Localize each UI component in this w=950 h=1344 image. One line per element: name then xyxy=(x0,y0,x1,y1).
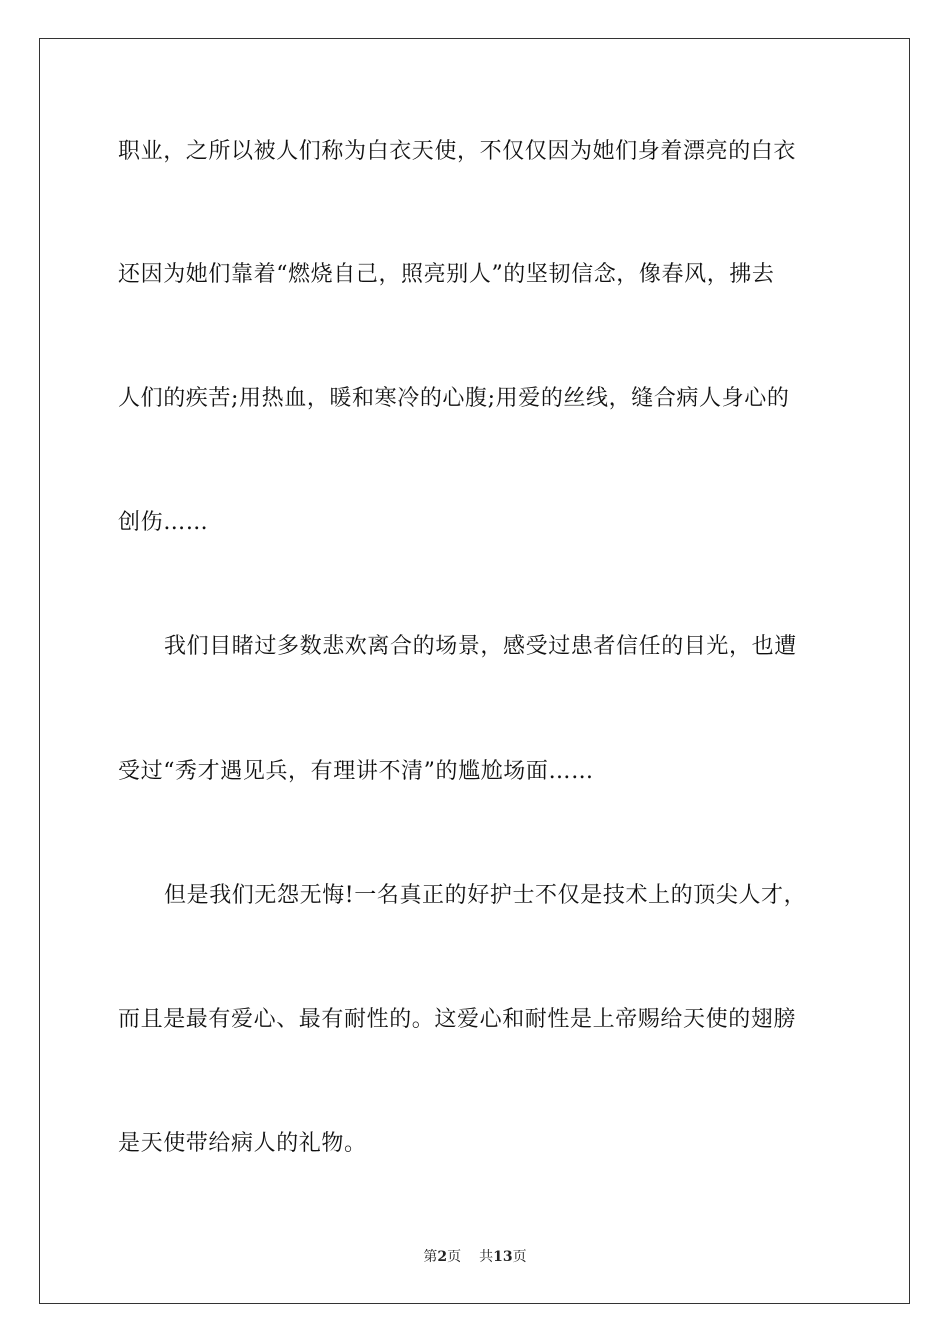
page-border xyxy=(39,38,910,1304)
page-footer xyxy=(0,1248,950,1266)
page-suffix: 页 xyxy=(447,1249,462,1265)
text-line-8: 而且是最有爱心、最有耐性的。这爱心和耐性是上帝赐给天使的翅膀 xyxy=(118,1007,797,1032)
page-prefix: 第 xyxy=(423,1249,438,1265)
text-line-1: 职业，之所以被人们称为白衣天使，不仅仅因为她们身着漂亮的白衣 xyxy=(118,139,797,164)
text-line-5: 我们目睹过多数悲欢离合的场景，感受过患者信任的目光，也遭 xyxy=(164,634,797,659)
text-line-7: 但是我们无怨无悔!一名真正的好护士不仅是技术上的顶尖人才， xyxy=(164,883,807,908)
page-number: 2 xyxy=(437,1249,448,1265)
text-line-6: 受过“秀才遇见兵，有理讲不清”的尴尬场面…… xyxy=(118,759,594,784)
text-line-3: 人们的疾苦;用热血，暖和寒冷的心腹;用爱的丝线，缝合病人身心的 xyxy=(118,386,790,411)
total-pages: 13 xyxy=(493,1249,513,1265)
total-suffix: 页 xyxy=(512,1249,527,1265)
text-line-9: 是天使带给病人的礼物。 xyxy=(118,1131,367,1156)
text-line-2: 还因为她们靠着“燃烧自己，照亮别人”的坚韧信念，像春风，拂去 xyxy=(118,262,775,287)
text-line-4: 创伤…… xyxy=(118,510,209,535)
total-prefix: 共 xyxy=(479,1249,494,1265)
